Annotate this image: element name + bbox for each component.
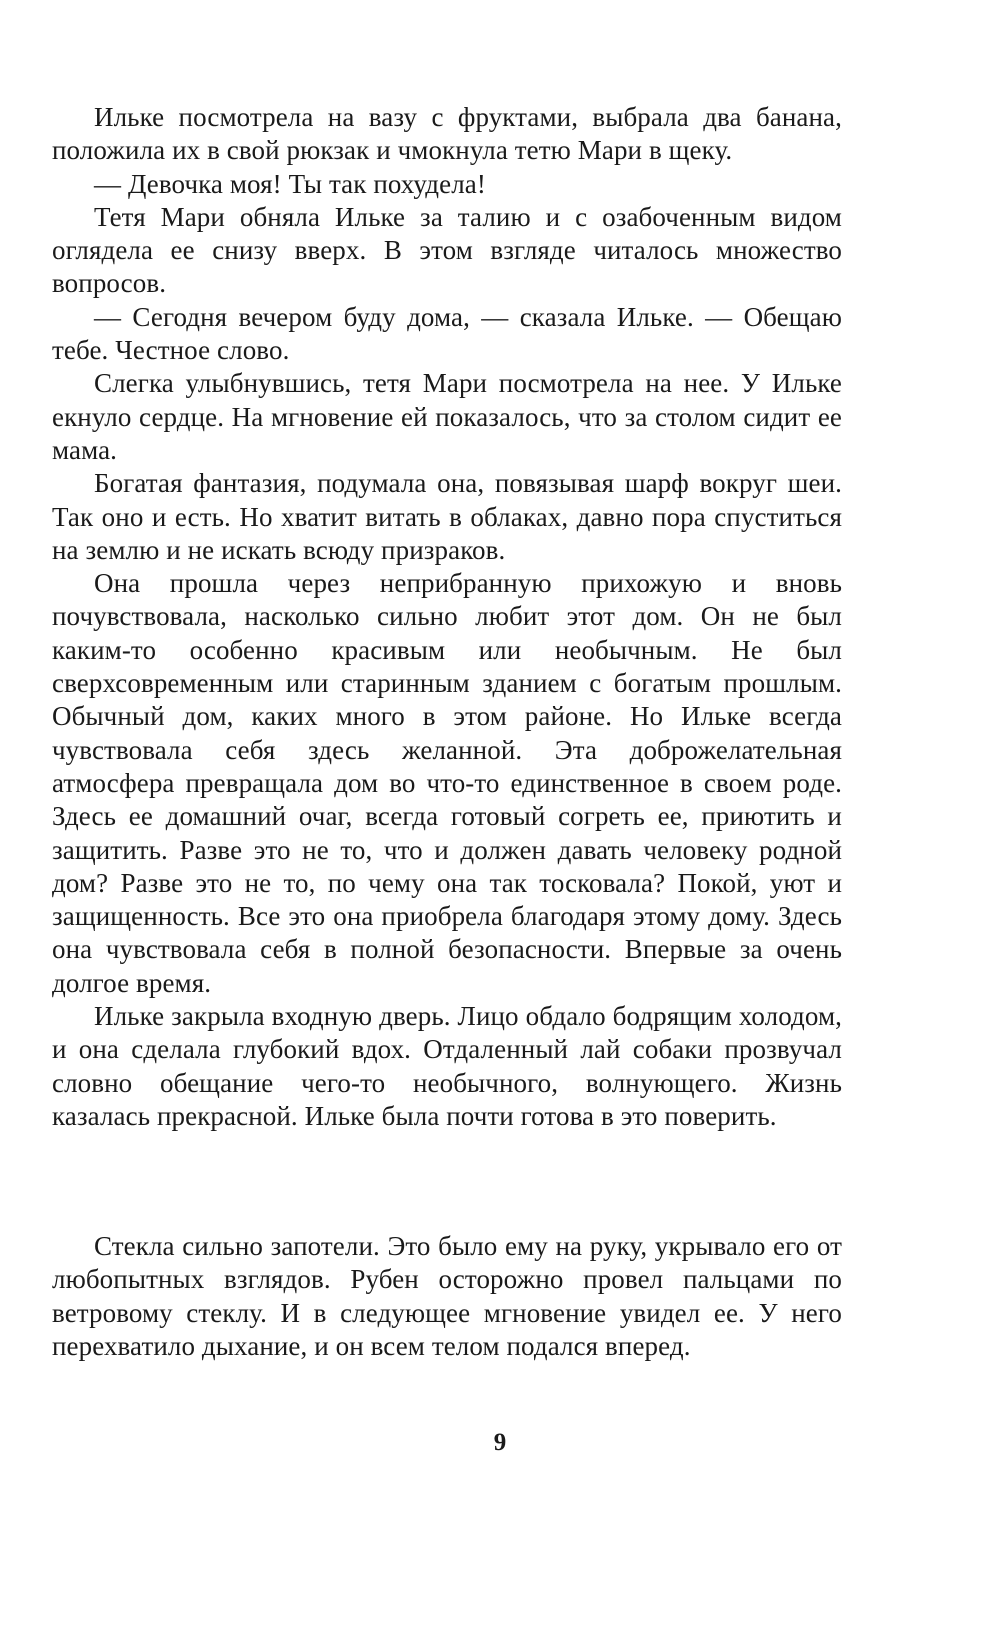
paragraph: — Девочка моя! Ты так похудела! (94, 168, 486, 199)
paragraph: Ильке закрыла входную дверь. Лицо обдало бодрящим холодом, и она сделала глубокий вдох. Отдаленный лай собаки прозвучал словно обещание чего-то необычного, волнующего. Жизнь казалась прекрасной. Ильке была почти готова в это поверить. (52, 1001, 842, 1131)
paragraph: Стекла сильно запотели. Это было ему на руку, укрывало его от любопытных взглядов. Рубен осторожно провел пальцами по ветровому стеклу. И в следующее мгновение увидел ее. У него перехватило дыхание, и он всем телом подался вперед. (52, 1231, 842, 1361)
paragraph: — Сегодня вечером буду дома, — сказала Ильке. — Обещаю тебе. Честное слово. (52, 301, 842, 366)
text-section-2 (52, 1230, 842, 1363)
paragraph: Богатая фантазия, подумала она, повязывая шарф вокруг шеи. Так оно и есть. Но хватит витать в облаках, давно пора спуститься на землю и не искать всюду призраков. (52, 468, 842, 565)
paragraph: Она прошла через неприбранную прихожую и вновь почувствовала, насколько сильно любит этот дом. Он не был каким-то особенно красивым или необычным. Не был сверхсовременным или старинным зданием с богатым прошлым. Обычный дом, каких много в этом районе. Но Ильке всегда чувствовала себя здесь желанной. Эта доброжелательная атмосфера превращала дом во что-то единственное в своем роде. Здесь ее домашний очаг, всегда готовый согреть ее, приютить и защитить. Разве это не то, что и должен давать человеку родной дом? Разве это не то, по чему она так тосковала? Покой, уют и защищенность. Все это она приобрела благодаря этому дому. Здесь она чувствовала себя в полной безопасности. Впервые за очень долгое время. (52, 568, 842, 998)
text-section-1 (52, 101, 842, 1133)
page-number: 9 (493, 1429, 507, 1456)
paragraph: Тетя Мари обняла Ильке за талию и с озабоченным видом оглядела ее снизу вверх. В этом взгляде читалось множество вопросов. (52, 201, 842, 299)
paragraph: Ильке посмотрела на вазу с фруктами, выбрала два банана, положила их в свой рюкзак и чмокнула тетю Мари в щеку. (52, 102, 842, 166)
paragraph: Слегка улыбнувшись, тетя Мари посмотрела на нее. У Ильке екнуло сердце. На мгновение ей показалось, что за столом сидит ее мама. (52, 368, 842, 465)
